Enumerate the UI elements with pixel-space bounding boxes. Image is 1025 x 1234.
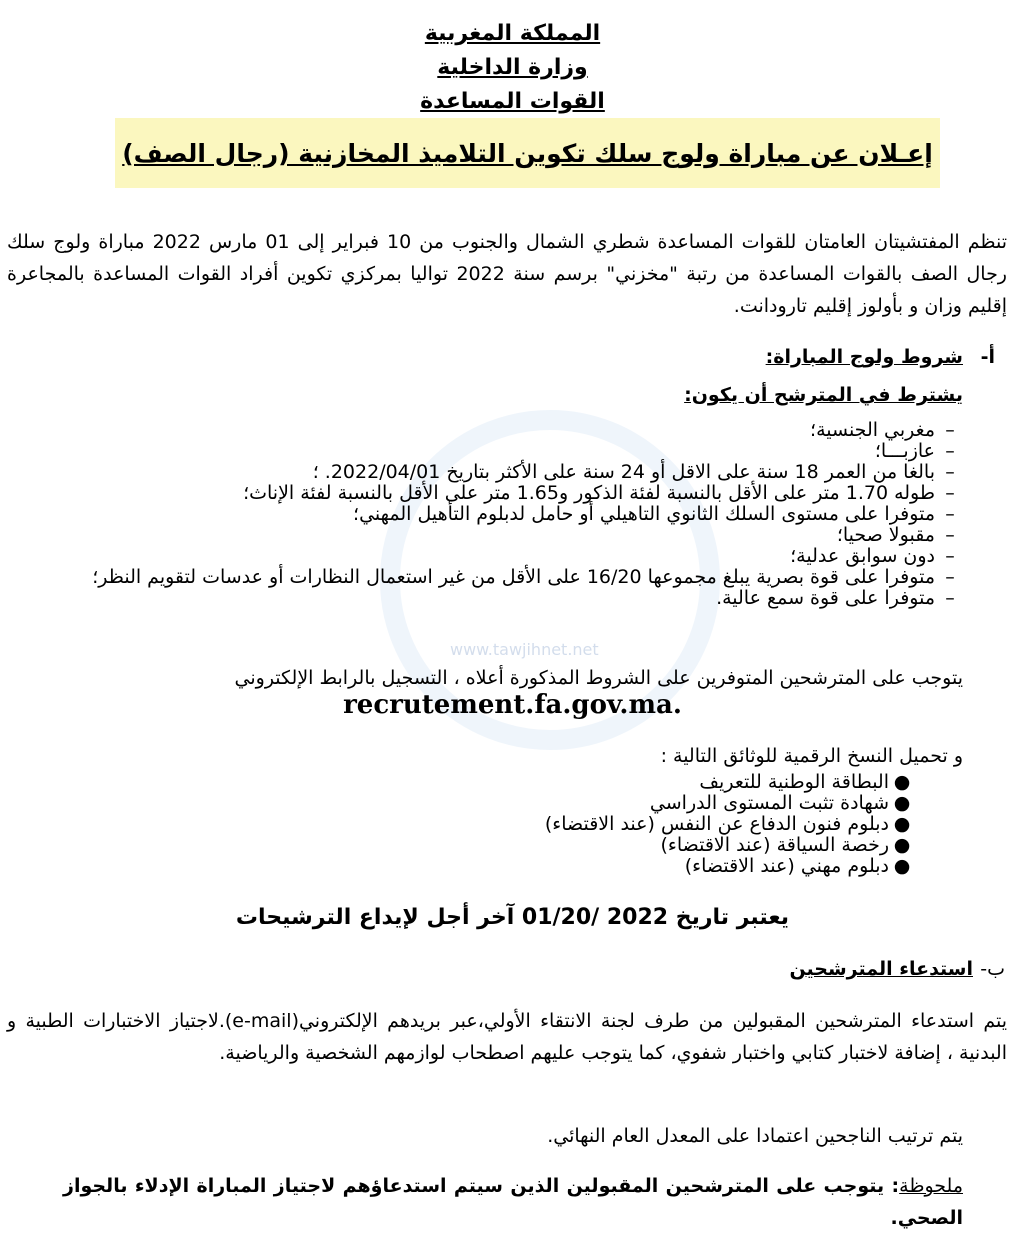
list-item: ● البطاقة الوطنية للتعريف	[699, 771, 911, 793]
list-item: – مغربي الجنسية؛	[810, 419, 955, 441]
section-a-marker: أ-	[980, 346, 995, 368]
announcement-banner	[115, 118, 940, 188]
conditions-list	[65, 420, 965, 609]
announcement-title: إعـلان عن مباراة ولوج سلك تكوين التلاميذ المخازنية (رجال الصف)	[122, 138, 933, 168]
list-item: – طوله 1.70 متر على الأقل بالنسبة لفئة الذكور و1.65 متر على الأقل بالنسبة لفئة الإناث؛	[243, 482, 955, 504]
deadline-notice: يعتبر تاريخ 2022 /01/20 آخر أجل لإيداع الترشيحات	[235, 905, 790, 930]
list-item: ● دبلوم فنون الدفاع عن النفس (عند الاقتضاء)	[544, 813, 911, 835]
documents-list	[215, 772, 915, 877]
list-item: – عازبـــا؛	[874, 440, 955, 462]
section-b-marker: ب-	[980, 958, 1005, 980]
note-text: : يتوجب على المترشحين المقبولين الذين سيتم استدعاؤهم لاجتياز المباراة الإدلاء بالجواز الصحي.	[63, 1175, 963, 1229]
section-a-title: شروط ولوج المباراة:	[765, 346, 963, 368]
list-item: – دون سوابق عدلية؛	[790, 545, 955, 567]
header-ministry: وزارة الداخلية	[437, 55, 588, 80]
registration-link[interactable]: recrutement.fa.gov.ma.	[343, 690, 682, 720]
header-forces: القوات المساعدة	[420, 89, 605, 114]
note-paragraph	[63, 1170, 963, 1234]
list-item: – مقبولا صحيا؛	[836, 524, 955, 546]
watermark-text: www.tawjihnet.net	[450, 640, 599, 659]
summons-paragraph: يتم استدعاء المترشحين المقبولين من طرف لجنة الانتقاء الأولي،عبر بريدهم الإلكتروني(e-mail).لاجتياز الاختبارات الطبية و البدنية ، إضافة لاختبار كتابي واختبار شفوي، كما يتوجب عليهم اصطحاب لوازمهم الشخصية والرياضية.	[7, 1010, 1007, 1064]
list-item: – متوفرا على قوة بصرية يبلغ مجموعها 16/20 على الأقل من غير استعمال النظارات أو عدسات لتقويم النظر؛	[92, 566, 955, 588]
ranking-paragraph: يتم ترتيب الناجحين اعتمادا على المعدل العام النهائي.	[547, 1125, 963, 1147]
section-b-title: استدعاء المترشحين	[789, 958, 973, 980]
list-item: – متوفرا على مستوى السلك الثانوي التاهيلي أو حامل لدبلوم التأهيل المهني؛	[353, 503, 955, 525]
list-item: – بالغا من العمر 18 سنة على الاقل أو 24 سنة على الأكثر بتاريخ 2022/04/01. ؛	[312, 461, 955, 483]
list-item: ● دبلوم مهني (عند الاقتضاء)	[684, 855, 911, 877]
upload-text: و تحميل النسخ الرقمية للوثائق التالية :	[660, 745, 963, 767]
section-a-subtitle: يشترط في المترشح أن يكون:	[684, 384, 963, 406]
header-kingdom: المملكة المغربية	[424, 21, 601, 46]
list-item: – متوفرا على قوة سمع عالية.	[716, 587, 955, 609]
list-item: ● شهادة تثبت المستوى الدراسي	[649, 792, 911, 814]
intro-paragraph: تنظم المفتشيتان العامتان للقوات المساعدة شطري الشمال والجنوب من 10 فبراير إلى 01 مارس 2022 مباراة ولوج سلك رجال الصف بالقوات المساعدة من رتبة "مخزني" برسم سنة 2022 تواليا بمركزي تكوين أفراد القوات المساعدة بالمجاعرة إقليم وزان و بأولوز إقليم تارودانت.	[7, 231, 1008, 317]
register-text: يتوجب على المترشحين المتوفرين على الشروط المذكورة أعلاه ، التسجيل بالرابط الإلكتروني	[234, 667, 963, 689]
note-label: ملحوظة	[899, 1175, 963, 1197]
list-item: ● رخصة السياقة (عند الاقتضاء)	[660, 834, 911, 856]
